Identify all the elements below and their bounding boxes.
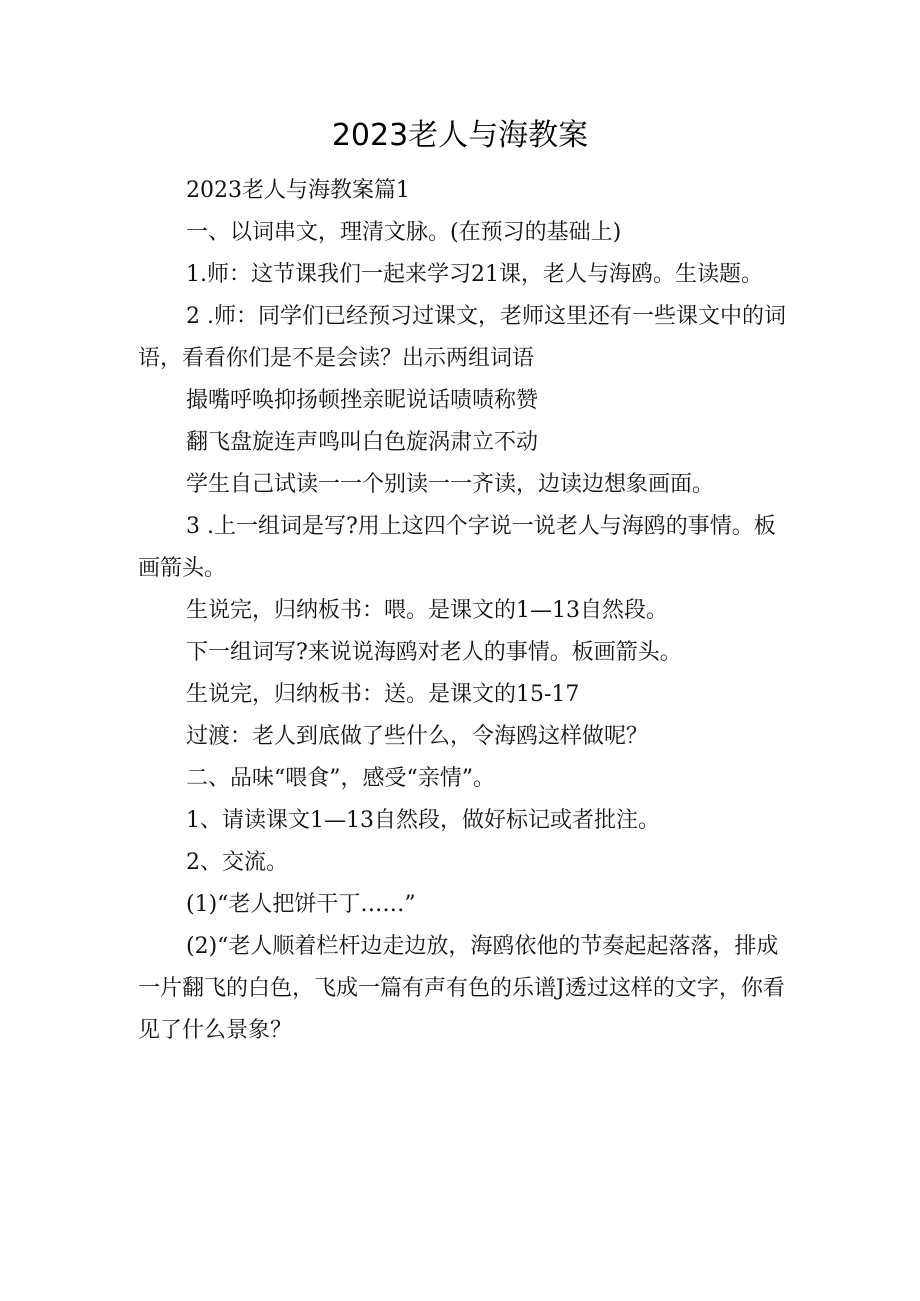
paragraph-section-one-heading: 一、以词串文，理清文脉。(在预习的基础上) — [186, 220, 622, 245]
paragraph-word-group-two: 翻飞盘旋连声鸣叫白色旋涡肃立不动 — [186, 430, 539, 455]
paragraph-read-instruction: 1、请读课文1—13自然段，做好标记或者批注。 — [186, 808, 660, 833]
paragraph-word-group-one: 撮嘴呼唤抑扬顿挫亲昵说话啧啧称赞 — [186, 388, 539, 413]
paragraph-step-one: 1.师：这节课我们一起来学习21课，老人与海鸥。生读题。 — [186, 262, 763, 287]
paragraph-transition: 过渡：老人到底做了些什么，令海鸥这样做呢？ — [186, 724, 649, 749]
paragraph-section-two-heading: 二、品味“喂食”，感受“亲情”。 — [186, 766, 495, 791]
paragraph-quote-two: (2)“老人顺着栏杆边走边放，海鸥依他的节奏起起落落，排成一片翻飞的白色，飞成一篇有声有色的乐谱J透过这样的文字，你看见了什么景象？ — [138, 934, 785, 1043]
paragraph-summary-send: 生说完，归纳板书：送。是课文的15-17 — [186, 682, 580, 707]
paragraph-exchange: 2、交流。 — [186, 850, 288, 875]
paragraph-reading-method: 学生自己试读一一个别读一一齐读，边读边想象画面。 — [186, 472, 715, 497]
paragraph-step-three: 3 .上一组词是写?用上这四个字说一说老人与海鸥的事情。板画箭头。 — [138, 514, 776, 581]
paragraph-step-two: 2 .师：同学们已经预习过课文，老师这里还有一些课文中的词语，看看你们是不是会读？出示两组词语 — [138, 304, 786, 371]
paragraph-subtitle: 2023老人与海教案篇1 — [186, 178, 410, 203]
paragraph-next-group: 下一组词写?来说说海鸥对老人的事情。板画箭头。 — [186, 640, 682, 665]
document-body — [138, 170, 788, 1052]
paragraph-quote-one: (1)“老人把饼干丁……” — [186, 892, 416, 917]
paragraph-summary-feed: 生说完，归纳板书：喂。是课文的1—13自然段。 — [186, 598, 668, 623]
document-title: 2023老人与海教案 — [331, 118, 589, 153]
